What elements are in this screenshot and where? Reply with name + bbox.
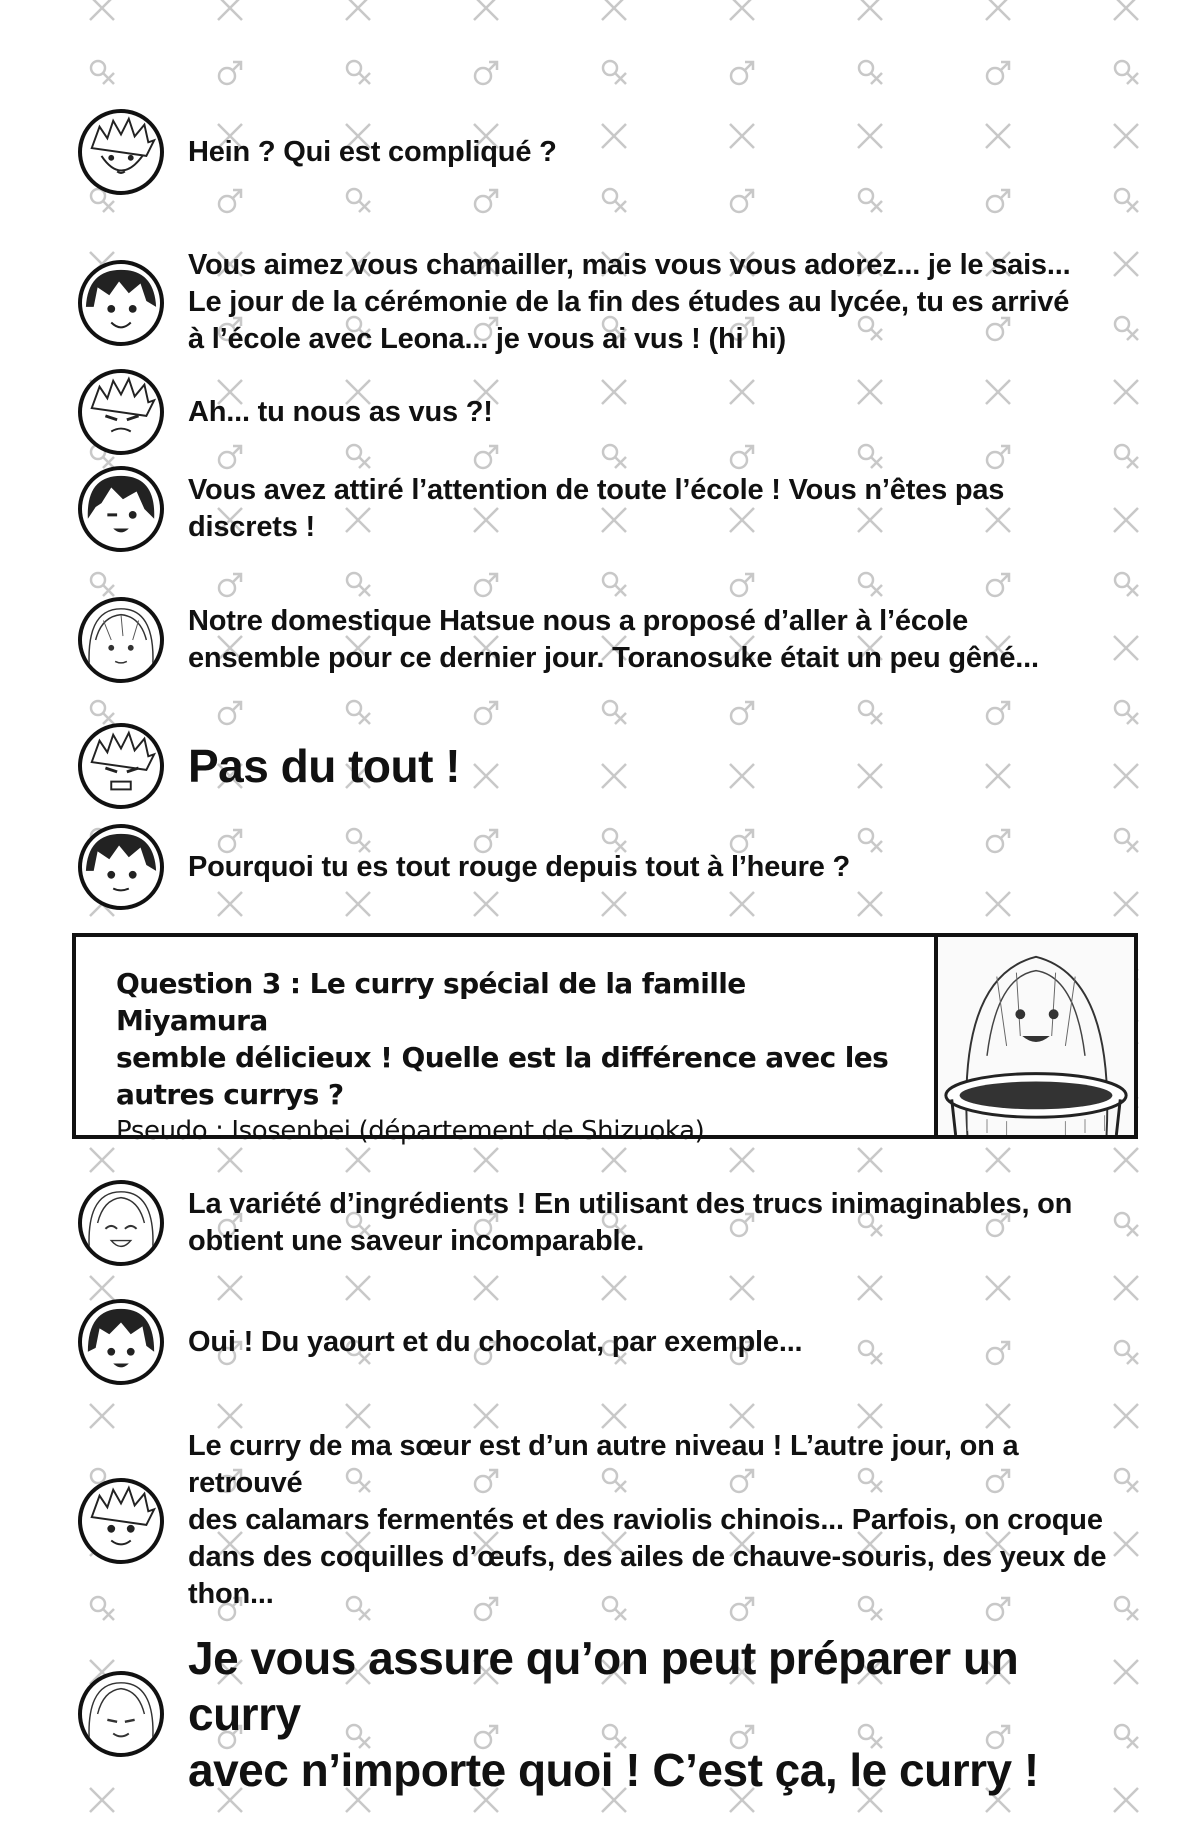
dialogue-row (78, 1180, 1128, 1266)
dialogue-line: ensemble pour ce dernier jour. Toranosuke était un peu gêné... (188, 642, 1039, 674)
dialogue-line: Hein ? Qui est compliqué ? (188, 135, 557, 168)
dialogue-line: La variété d’ingrédients ! En utilisant des trucs inimaginables, on (188, 1188, 1073, 1220)
question-line: Question 3 : Le curry spécial de la famille Miyamura (116, 967, 746, 1037)
dialogue-row (78, 824, 1128, 910)
dialogue-line: thon... (188, 1578, 274, 1610)
dialogue-row (78, 369, 1128, 455)
dark-hair-girl-avatar (78, 260, 164, 346)
spiky-hair-boy-avatar (78, 1478, 164, 1564)
dialogue-line: discrets ! (188, 511, 315, 543)
dialogue-line: Pas du tout ! (188, 740, 461, 792)
dialogue-line: Le jour de la cérémonie de la fin des études au lycée, tu es arrivé (188, 286, 1070, 318)
dialogue-text (188, 134, 557, 171)
dialogue-text (188, 1186, 1072, 1260)
smiling-girl-avatar (78, 1180, 164, 1266)
dialogue-line: Oui ! Du yaourt et du chocolat, par exemple... (188, 1325, 803, 1358)
question-pseudo: Pseudo : Isosenbei (département de Shizuoka) (116, 1116, 705, 1146)
dialogue-line: Notre domestique Hatsue nous a proposé d’aller à l’école (188, 605, 969, 637)
long-hair-girl-avatar (78, 1671, 164, 1757)
dark-hair-girl-avatar (78, 824, 164, 910)
dialogue-line: des calamars fermentés et des raviolis chinois... Parfois, on croque (188, 1504, 1103, 1536)
question-text (76, 937, 934, 1146)
spiky-hair-boy-avatar (78, 109, 164, 195)
dialogue-text (188, 247, 1070, 358)
question-line: semble délicieux ! Quelle est la différence avec les (116, 1041, 889, 1074)
dialogue-line: Ah... tu nous as vus ?! (188, 395, 493, 428)
dialogue-text (188, 1630, 1128, 1798)
dialogue-row (78, 1630, 1128, 1798)
dialogue-row (78, 1428, 1128, 1613)
spiky-hair-boy-avatar (78, 723, 164, 809)
dialogue-line: Vous avez attiré l’attention de toute l’école ! Vous n’êtes pas (188, 474, 1005, 506)
dialogue-line: avec n’importe quoi ! C’est ça, le curry ! (188, 1744, 1039, 1796)
dialogue-line: obtient une saveur incomparable. (188, 1225, 645, 1257)
reader-question-box (72, 933, 1138, 1146)
dialogue-row (78, 466, 1128, 552)
dialogue-line: dans des coquilles d’œufs, des ailes de chauve-souris, des yeux de (188, 1541, 1107, 1573)
dialogue-line: Vous aimez vous chamailler, mais vous vous adorez... je le sais... (188, 249, 1071, 281)
short-hair-girl-avatar (78, 1299, 164, 1385)
dialogue-text (188, 738, 460, 794)
dialogue-text (188, 1428, 1128, 1613)
spiky-hair-boy-avatar (78, 369, 164, 455)
dialogue-text (188, 849, 850, 886)
girl-cooking-curry-pot-illustration (934, 937, 1134, 1135)
dialogue-row (78, 723, 1128, 809)
dialogue-line: à l’école avec Leona... je vous ai vus ! (hi hi) (188, 323, 786, 355)
dialogue-text (188, 1324, 802, 1361)
question-line: autres currys ? (116, 1078, 344, 1111)
dialogue-row (78, 1299, 1128, 1385)
dialogue-line: Le curry de ma sœur est d’un autre niveau ! L’autre jour, on a retrouvé (188, 1430, 1019, 1499)
dialogue-text (188, 394, 493, 431)
winking-girl-avatar (78, 466, 164, 552)
dialogue-line: Pourquoi tu es tout rouge depuis tout à l’heure ? (188, 850, 851, 883)
dialogue-text (188, 472, 1004, 546)
long-hair-girl-avatar (78, 597, 164, 683)
dialogue-row (78, 247, 1128, 358)
dialogue-row (78, 597, 1128, 683)
dialogue-text (188, 603, 1039, 677)
dialogue-row (78, 109, 1128, 195)
dialogue-line: Je vous assure qu’on peut préparer un curry (188, 1632, 1019, 1740)
